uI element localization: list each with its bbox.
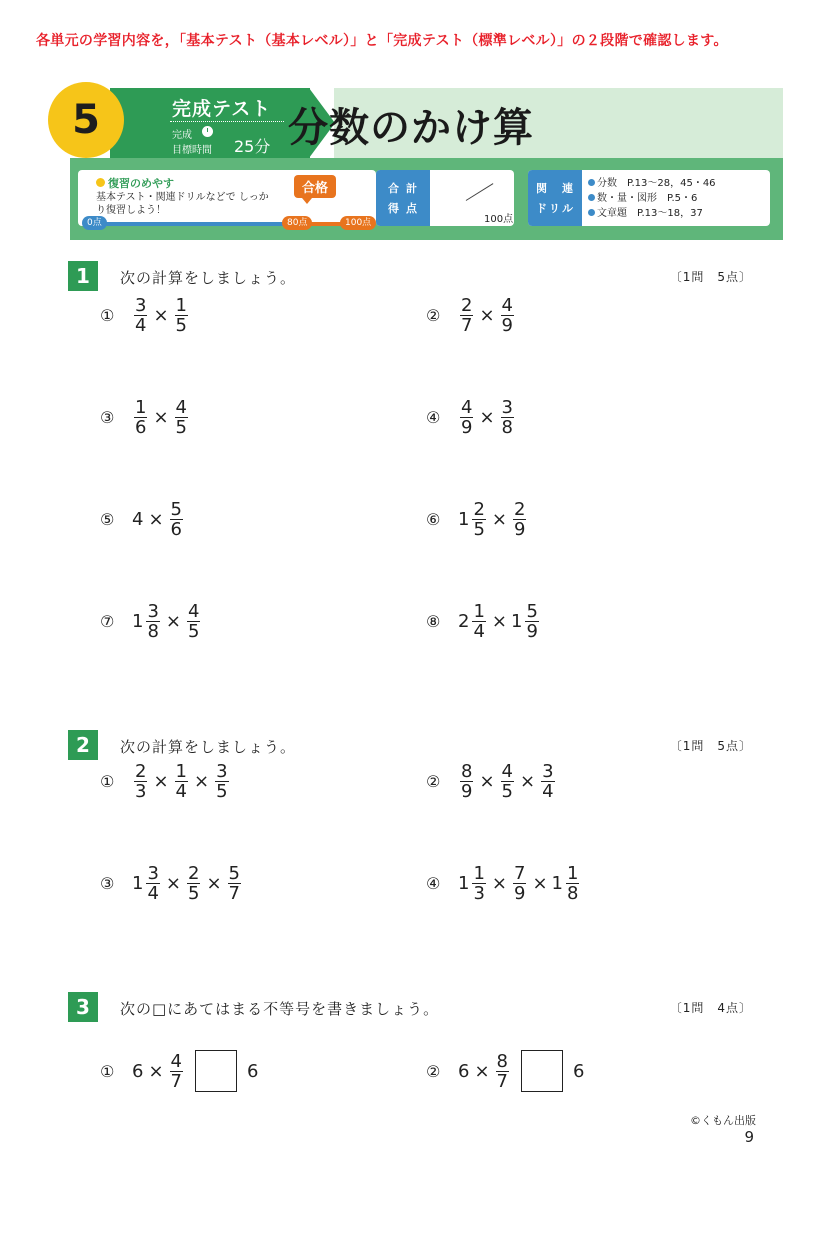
fraction — [496, 1052, 509, 1091]
fraction — [187, 602, 200, 641]
term — [132, 762, 149, 801]
compare-value: 6 — [573, 1060, 585, 1082]
denominator: 8 — [501, 417, 513, 438]
denominator: 9 — [514, 883, 526, 904]
denominator: 9 — [501, 315, 513, 336]
term — [185, 602, 202, 641]
denominator: 9 — [526, 621, 538, 642]
fraction — [472, 864, 485, 903]
bullet-icon — [588, 179, 595, 186]
numerator: 5 — [526, 601, 538, 622]
term — [132, 398, 149, 437]
fraction — [541, 762, 554, 801]
term — [458, 296, 475, 335]
whole-number: 1 — [551, 873, 563, 894]
problem — [426, 602, 541, 641]
whole-number: 1 — [132, 611, 144, 632]
times-sign: × — [153, 771, 169, 792]
numerator: 1 — [175, 295, 187, 316]
fraction — [170, 1052, 183, 1091]
problem-index: ⑧ — [426, 612, 441, 631]
problem — [426, 762, 557, 801]
term — [458, 762, 475, 801]
times-sign: × — [153, 305, 169, 326]
score-label-char: 点 — [406, 202, 417, 215]
times-sign: × — [491, 873, 507, 894]
numerator: 2 — [188, 863, 200, 884]
numerator: 8 — [496, 1050, 508, 1072]
scale-0: 0点 — [82, 216, 107, 230]
problem — [100, 500, 185, 539]
numerator: 3 — [501, 397, 513, 418]
term — [132, 509, 144, 530]
numerator: 4 — [170, 1050, 182, 1072]
problem-index: ⑥ — [426, 510, 441, 529]
times-sign: × — [520, 771, 536, 792]
term — [511, 500, 528, 539]
total-score-box — [376, 170, 514, 226]
section-points: 〔1問 4点〕 — [669, 1001, 752, 1015]
section-instruction: 次の計算をしましょう。 — [120, 269, 297, 287]
fraction — [513, 864, 526, 903]
fraction — [513, 500, 526, 539]
bullet-icon — [588, 209, 595, 216]
problem — [100, 296, 190, 335]
times-sign: × — [194, 771, 210, 792]
times-sign: × — [148, 509, 164, 530]
fraction — [566, 864, 579, 903]
review-text: 基本テスト・関連ドリルなどで しっかり復習しよう！ — [96, 192, 269, 216]
numerator: 2 — [514, 499, 526, 520]
denominator: 3 — [473, 883, 485, 904]
term — [132, 296, 149, 335]
score-slash — [466, 183, 494, 201]
denominator: 7 — [170, 1070, 182, 1092]
problem-index: ④ — [426, 408, 441, 427]
fraction — [460, 296, 473, 335]
term — [511, 864, 528, 903]
section-number: 1 — [68, 261, 98, 291]
numerator: 3 — [147, 863, 159, 884]
problem-index: ⑦ — [100, 612, 115, 631]
term — [173, 398, 190, 437]
whole-number: 2 — [458, 611, 470, 632]
numerator: 4 — [501, 761, 513, 782]
denominator: 3 — [135, 781, 147, 802]
numerator: 1 — [473, 601, 485, 622]
drill-label-char: リ — [549, 202, 560, 215]
numerator: 1 — [135, 397, 147, 418]
whole-number: 6 — [458, 1060, 470, 1082]
times-sign: × — [474, 1060, 490, 1082]
times-sign: × — [165, 611, 181, 632]
problem-index: ④ — [426, 874, 441, 893]
denominator: 5 — [501, 781, 513, 802]
drill-label-char: 連 — [562, 182, 573, 195]
term — [552, 864, 582, 903]
term — [132, 1061, 144, 1082]
term — [458, 1061, 470, 1082]
numerator: 1 — [473, 863, 485, 884]
denominator: 5 — [175, 315, 187, 336]
section-instruction: 次の計算をしましょう。 — [120, 738, 297, 756]
section-instruction: 次の□にあてはまる不等号を書きましょう。 — [120, 1000, 440, 1018]
term — [458, 398, 475, 437]
time-label-2: 目標時間 — [172, 145, 212, 156]
header-title-panel — [288, 88, 783, 158]
denominator: 4 — [135, 315, 147, 336]
numerator: 8 — [461, 761, 473, 782]
fraction — [228, 864, 241, 903]
fraction — [501, 398, 514, 437]
problem-index: ③ — [100, 408, 115, 427]
fraction — [134, 762, 147, 801]
dotted-divider — [170, 121, 284, 122]
problem-index: ② — [426, 306, 441, 325]
denominator: 9 — [461, 781, 473, 802]
score-label-char: 合 — [388, 182, 399, 195]
problem-index: ① — [100, 772, 115, 791]
fraction — [472, 500, 485, 539]
numerator: 1 — [567, 863, 579, 884]
times-sign: × — [479, 407, 495, 428]
denominator: 4 — [175, 781, 187, 802]
fraction — [215, 762, 228, 801]
denominator: 5 — [188, 883, 200, 904]
denominator: 5 — [216, 781, 228, 802]
section-number: 2 — [68, 730, 98, 760]
denominator: 9 — [461, 417, 473, 438]
times-sign: × — [165, 873, 181, 894]
fraction — [134, 398, 147, 437]
drill-label-char: ド — [536, 202, 547, 215]
term — [132, 864, 162, 903]
denominator: 7 — [461, 315, 473, 336]
problem — [426, 864, 581, 903]
clock-icon — [202, 126, 213, 137]
problem — [100, 1050, 259, 1092]
times-sign: × — [148, 1060, 164, 1082]
section-number: 3 — [68, 992, 98, 1022]
score-bar-below-pass — [84, 222, 296, 226]
fraction — [501, 762, 514, 801]
problem-index: ② — [426, 1061, 441, 1081]
drill-item: 文章題 P.13～18，37 — [588, 206, 716, 221]
denominator: 9 — [514, 519, 526, 540]
denominator: 6 — [135, 417, 147, 438]
denominator: 5 — [473, 519, 485, 540]
problem-index: ① — [100, 306, 115, 325]
term — [132, 602, 162, 641]
term — [494, 1052, 511, 1091]
related-drill-box — [528, 170, 770, 226]
drill-item: 分数 P.13～28，45・46 — [588, 176, 716, 191]
numerator: 7 — [514, 863, 526, 884]
term — [458, 602, 488, 641]
notice-text: 各単元の学習内容を，「基本テスト（基本レベル）」と「完成テスト（標準レベル）」の２段階で確認します。 — [36, 33, 728, 49]
term — [168, 1052, 185, 1091]
drill-item: 数・量・図形 P.5・6 — [588, 191, 716, 206]
target-minutes: 25分 — [234, 137, 271, 156]
times-sign: × — [479, 771, 495, 792]
fraction — [175, 398, 188, 437]
fraction — [146, 864, 159, 903]
fraction — [134, 296, 147, 335]
numerator: 5 — [170, 499, 182, 520]
bullet-icon — [96, 178, 105, 187]
fraction — [187, 864, 200, 903]
whole-number: 1 — [511, 611, 523, 632]
term — [213, 762, 230, 801]
term — [185, 864, 202, 903]
numerator: 3 — [147, 601, 159, 622]
whole-number: 1 — [458, 509, 470, 530]
term — [499, 762, 516, 801]
fraction — [525, 602, 538, 641]
times-sign: × — [532, 873, 548, 894]
test-name: 完成テスト — [172, 98, 272, 120]
numerator: 3 — [216, 761, 228, 782]
numerator: 4 — [501, 295, 513, 316]
term — [168, 500, 185, 539]
term — [511, 602, 541, 641]
problem — [426, 1050, 585, 1092]
fraction — [146, 602, 159, 641]
fraction — [501, 296, 514, 335]
fraction — [472, 602, 485, 641]
fraction — [460, 398, 473, 437]
whole-number: 4 — [132, 509, 144, 530]
problem — [100, 602, 202, 641]
problem — [426, 398, 516, 437]
copyright: ©くもん出版 — [690, 1114, 756, 1127]
term — [173, 762, 190, 801]
problem — [426, 296, 516, 335]
times-sign: × — [491, 509, 507, 530]
score-label-char: 得 — [388, 202, 399, 215]
review-guide-box — [78, 170, 376, 226]
denominator: 4 — [542, 781, 554, 802]
numerator: 4 — [461, 397, 473, 418]
denominator: 6 — [170, 519, 182, 540]
review-title: 復習のめやす — [108, 177, 174, 190]
denominator: 8 — [147, 621, 159, 642]
section-points: 〔1問 5点〕 — [669, 270, 752, 284]
numerator: 2 — [461, 295, 473, 316]
fraction — [170, 500, 183, 539]
denominator: 5 — [175, 417, 187, 438]
header-green-panel — [110, 88, 310, 158]
score-max: 100点 — [484, 214, 514, 225]
denominator: 7 — [228, 883, 240, 904]
numerator: 3 — [542, 761, 554, 782]
problem-index: ① — [100, 1061, 115, 1081]
test-header — [70, 86, 783, 240]
unit-number-badge: 5 — [48, 82, 124, 158]
score-label-char: 計 — [406, 182, 417, 195]
compare-value: 6 — [247, 1060, 259, 1082]
term — [458, 864, 488, 903]
numerator: 4 — [175, 397, 187, 418]
scale-80: 80点 — [282, 216, 312, 230]
term — [226, 864, 243, 903]
term — [539, 762, 556, 801]
answer-box[interactable] — [195, 1050, 237, 1092]
problem-index: ⑤ — [100, 510, 115, 529]
drill-list — [588, 176, 716, 221]
denominator: 4 — [147, 883, 159, 904]
times-sign: × — [206, 873, 222, 894]
page-title: 分数のかけ算 — [288, 105, 534, 151]
drill-label-char: ル — [562, 202, 573, 215]
drill-label-char: 関 — [536, 182, 547, 195]
denominator: 7 — [496, 1070, 508, 1092]
fraction — [175, 296, 188, 335]
whole-number: 1 — [132, 873, 144, 894]
total-score-label — [376, 170, 430, 226]
whole-number: 6 — [132, 1060, 144, 1082]
problem-index: ③ — [100, 874, 115, 893]
time-label-1: 完成 — [172, 130, 192, 141]
pass-badge: 合格 — [294, 175, 336, 198]
page-number: 9 — [744, 1128, 754, 1146]
numerator: 2 — [473, 499, 485, 520]
numerator: 3 — [135, 295, 147, 316]
fraction — [175, 762, 188, 801]
scale-100: 100点 — [340, 216, 376, 230]
problem-index: ② — [426, 772, 441, 791]
numerator: 1 — [175, 761, 187, 782]
denominator: 8 — [567, 883, 579, 904]
times-sign: × — [153, 407, 169, 428]
fraction — [460, 762, 473, 801]
whole-number: 1 — [458, 873, 470, 894]
term — [499, 296, 516, 335]
related-drill-label — [528, 170, 582, 226]
numerator: 2 — [135, 761, 147, 782]
answer-box[interactable] — [521, 1050, 563, 1092]
problem — [100, 762, 231, 801]
numerator: 4 — [188, 601, 200, 622]
term — [173, 296, 190, 335]
problem — [100, 864, 243, 903]
denominator: 5 — [188, 621, 200, 642]
section-points: 〔1問 5点〕 — [669, 739, 752, 753]
denominator: 4 — [473, 621, 485, 642]
problem — [100, 398, 190, 437]
bullet-icon — [588, 194, 595, 201]
term — [499, 398, 516, 437]
problem — [426, 500, 528, 539]
numerator: 5 — [228, 863, 240, 884]
times-sign: × — [479, 305, 495, 326]
term — [458, 500, 488, 539]
times-sign: × — [491, 611, 507, 632]
